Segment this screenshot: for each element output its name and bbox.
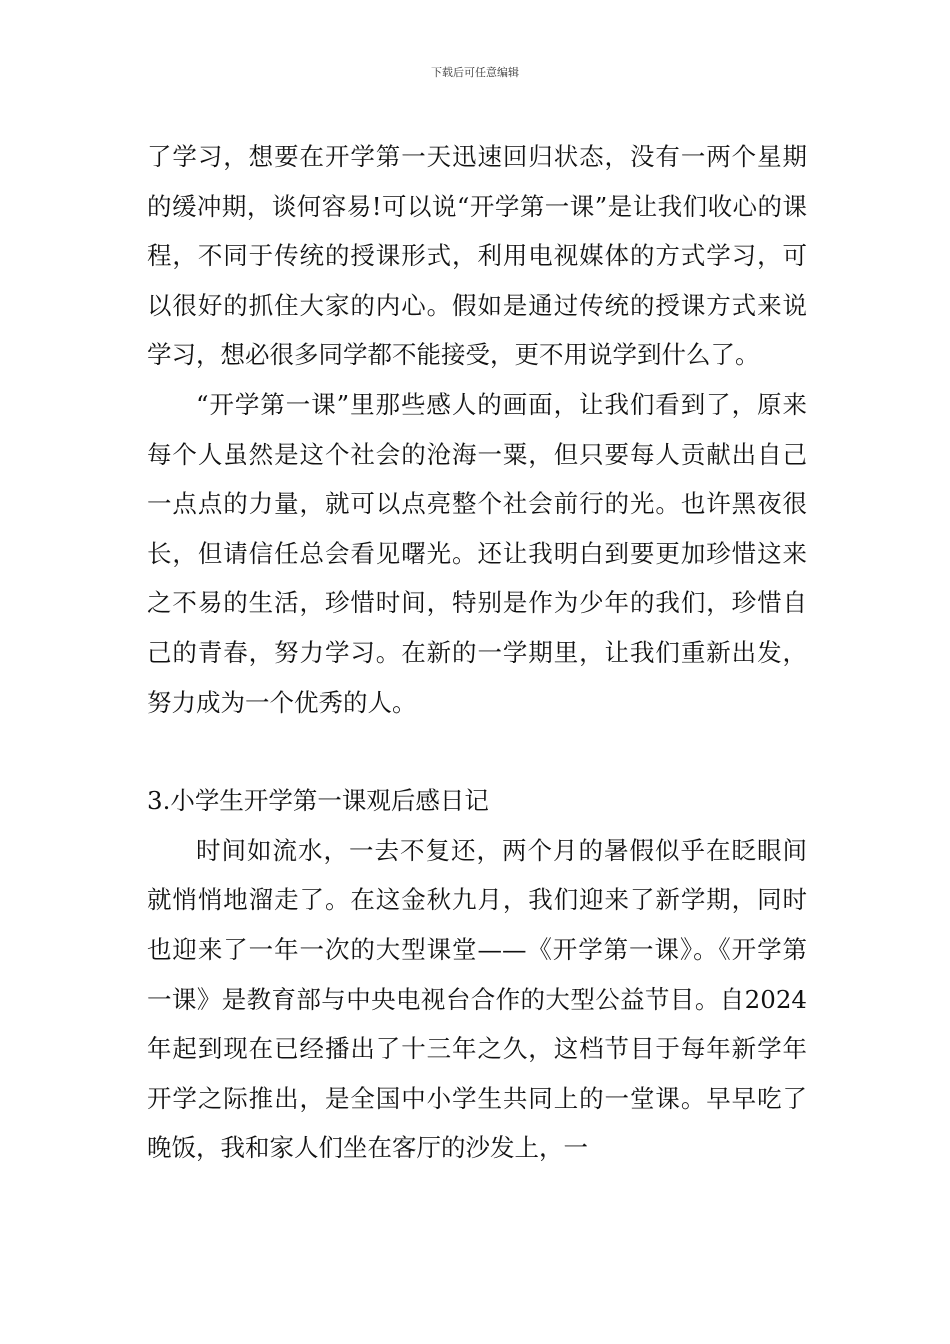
section-gap [147,727,807,776]
paragraph-reflection: “开学第一课”里那些感人的画面，让我们看到了，原来每个人虽然是这个社会的沧海一粟，但只要每人贡献出自己一点点的力量，就可以点亮整个社会前行的光。也许黑夜很长，但请信任总会看见曙光。还让我明白到要更加珍惜这来之不易的生活，珍惜时间，特别是作为少年的我们，珍惜自己的青春，努力学习。在新的一学期里，让我们重新出发，努力成为一个优秀的人。 [147,389,807,717]
section-paragraph: 时间如流水，一去不复还，两个月的暑假似乎在眨眼间就悄悄地溜走了。在这金秋九月，我们迎来了新学期，同时也迎来了一年一次的大型课堂——《开学第一课》。《开学第一课》是教育部与中央电视台合作的大型公益节目。自2024年起到现在已经播出了十三年之久，这档节目于每年新学年开学之际推出，是全国中小学生共同上的一堂课。早早吃了晚饭，我和家人们坐在客厅的沙发上，一 [147,835,807,1163]
paragraph-continuation: 了学习，想要在开学第一天迅速回归状态，没有一两个星期的缓冲期，谈何容易!可以说“开学第一课”是让我们收心的课程，不同于传统的授课形式，利用电视媒体的方式学习，可以很好的抓住大家的内心。假如是通过传统的授课方式来说学习，想必很多同学都不能接受，更不用说学到什么了。 [147,142,807,370]
page-header: 下载后可任意编辑 [431,66,519,79]
document-body [147,132,807,1173]
section-heading: 3.小学生开学第一课观后感日记 [147,786,489,816]
